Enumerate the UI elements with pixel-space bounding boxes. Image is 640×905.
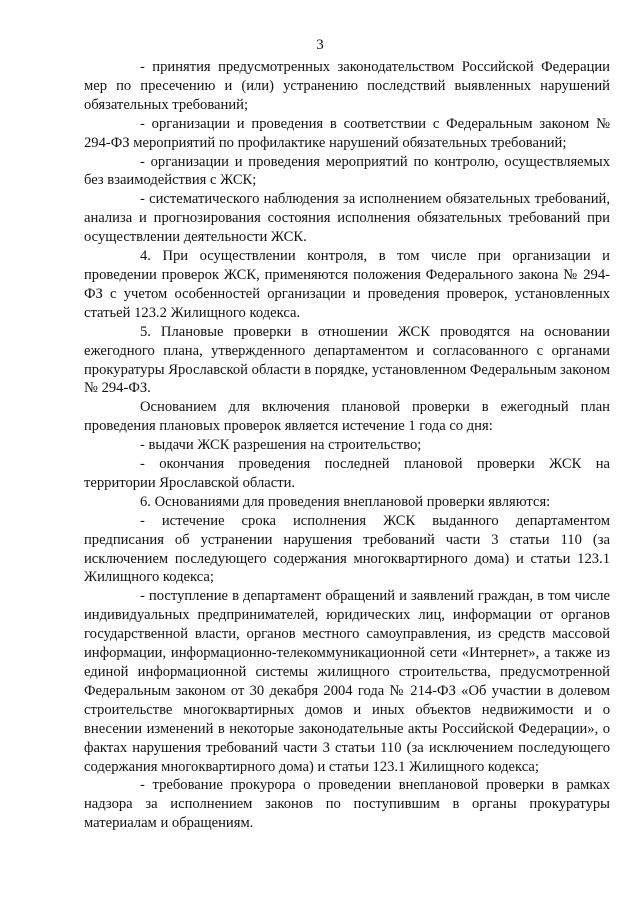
paragraph-bullet-prosecutor: - требование прокурора о проведении внеплановой проверки в рамках надзора за исполнением законов по поступившим в органы прокуратуры материалам и обращениям. <box>84 777 610 832</box>
paragraph-planned-basis: Основанием для включения плановой проверки в ежегодный план проведения плановых проверок является истечение 1 года со дня: <box>84 399 610 435</box>
paragraph-item-5: 5. Плановые проверки в отношении ЖСК проводятся на основании ежегодного плана, утвержденного департаментом и согласованного с органами прокуратуры Ярославской области в порядке, установленном Федеральным законом № 294-ФЗ. <box>84 323 610 397</box>
paragraph-bullet-measures: - принятия предусмотренных законодательством Российской Федерации мер по пресечению и (или) устранению последствий выявленных нарушений обязательных требований; <box>84 59 610 113</box>
paragraph-bullet-control-events: - организации и проведения мероприятий по контролю, осуществляемых без взаимодействия с ЖСК; <box>84 153 610 189</box>
paragraph-bullet-last-inspection: - окончания проведения последней плановой проверки ЖСК на территории Ярославской области. <box>84 456 610 491</box>
paragraph-item-4: 4. При осуществлении контроля, в том числе при организации и проведении проверок ЖСК, применяются положения Федерального закона № 294-ФЗ с учетом особенностей организации и проведения проверок, установленных статьей 123.2 Жилищного кодекса. <box>84 248 610 321</box>
paragraph-bullet-permit: - выдачи ЖСК разрешения на строительство; <box>140 437 422 454</box>
document-body <box>84 58 610 833</box>
paragraph-bullet-appeals: - поступление в департамент обращений и заявлений граждан, в том числе индивидуальных предпринимателей, юридических лиц, информации от органов государственной власти, органов местного самоуправления, из средств массовой информации, информационно-телекоммуникационной сети «Интернет», а также из единой информационной системы жилищного строительства, предусмотренной Федеральным законом от 30 декабря 2004 года № 214-ФЗ «Об участии в долевом строительстве многоквартирных домов и иных объектов недвижимости и о внесении изменений в некоторые законодательные акты Российской Федерации», о фактах нарушения требований части 3 статьи 110 (за исключением последующего содержания многоквартирного дома) и статьи 123.1 Жилищного кодекса; <box>84 588 610 775</box>
paragraph-bullet-order-deadline: - истечение срока исполнения ЖСК выданного департаментом предписания об устранении нарушения требований части 3 статьи 110 (за исключением последующего содержания многоквартирного дома) и статьи 123.1 Жилищного кодекса; <box>84 512 610 586</box>
page-number: 3 <box>316 37 324 53</box>
paragraph-bullet-prevention: - организации и проведения в соответствии с Федеральным законом № 294-ФЗ мероприятий по профилактике нарушений обязательных требований; <box>84 115 610 151</box>
paragraph-bullet-monitoring: - систематического наблюдения за исполнением обязательных требований, анализа и прогнозирования состояния исполнения обязательных требований при осуществлении деятельности ЖСК. <box>84 191 610 246</box>
paragraph-item-6: 6. Основаниями для проведения внеплановой проверки являются: <box>140 493 551 510</box>
